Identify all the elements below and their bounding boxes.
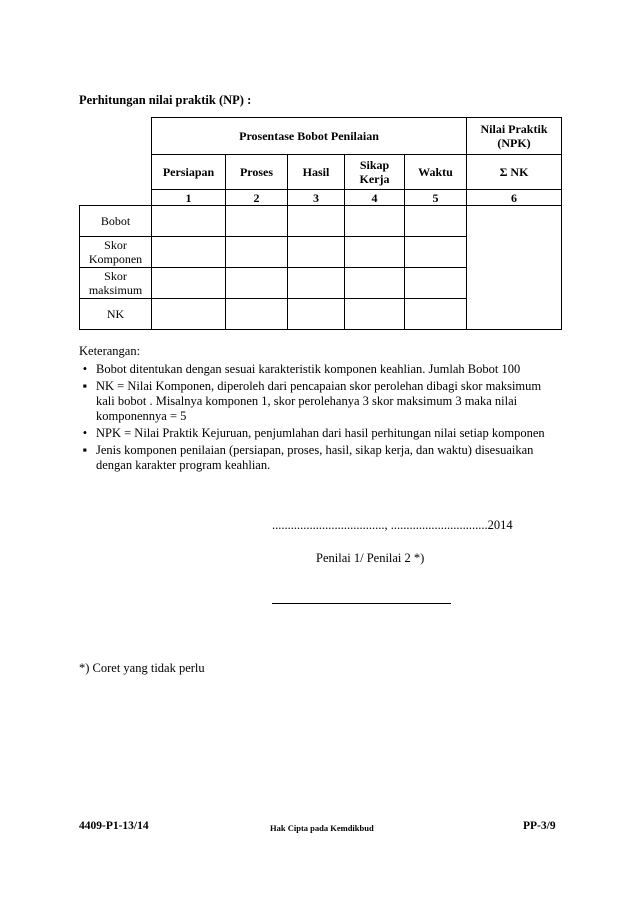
note-text: Jenis komponen penilaian (persiapan, proses, hasil, sikap kerja, dan waktu) disesuaikan dengan karakter program keahlian. [96, 443, 534, 472]
table-cell [226, 268, 288, 299]
table-cell [405, 268, 467, 299]
table-cell [288, 268, 345, 299]
table-cell [226, 237, 288, 268]
bullet-square-icon: ▪ [82, 379, 88, 393]
col-number: 6 [467, 190, 562, 206]
col-header-waktu: Waktu [405, 155, 467, 190]
number-row-corner [80, 190, 152, 206]
bullet-dot-icon: • [82, 362, 88, 376]
table-cell [405, 206, 467, 237]
table-cell [345, 237, 405, 268]
list-item [79, 426, 559, 441]
notes-list [79, 362, 559, 473]
table-cell [288, 299, 345, 330]
col-header-proses: Proses [226, 155, 288, 190]
date-line: ...................................., ...............................2014 [272, 518, 513, 532]
list-item [79, 362, 559, 377]
assessment-table [79, 117, 562, 330]
note-text: NK = Nilai Komponen, diperoleh dari pencapaian skor perolehan dibagi skor maksimum kali bobot . Misalnya komponen 1, skor perolehanya 3 skor maksimum 3 maka nilai komponennya = 5 [96, 379, 542, 423]
assessor-label: Penilai 1/ Penilai 2 *) [316, 551, 425, 565]
table-cell [152, 299, 226, 330]
row-label-nk: NK [80, 299, 152, 330]
table-cell [288, 206, 345, 237]
col-number: 1 [152, 190, 226, 206]
section-heading: Perhitungan nilai praktik (NP) : [79, 93, 252, 107]
table-cell [152, 268, 226, 299]
footnote: *) Coret yang tidak perlu [79, 661, 205, 675]
table-corner [80, 118, 152, 190]
npk-total-cell [467, 206, 562, 330]
keterangan-label: Keterangan: [79, 344, 141, 358]
signature-line [272, 603, 451, 604]
row-label-skor-komponen: Skor Komponen [80, 237, 152, 268]
row-label-bobot: Bobot [80, 206, 152, 237]
group-header: Prosentase Bobot Penilaian [152, 118, 467, 155]
footer-doc-code: 4409-P1-13/14 [79, 820, 149, 832]
col-number: 2 [226, 190, 288, 206]
note-text: NPK = Nilai Praktik Kejuruan, penjumlahan dari hasil perhitungan nilai setiap komponen [96, 426, 545, 440]
table-cell [226, 299, 288, 330]
col-number: 4 [345, 190, 405, 206]
bullet-dot-icon: • [82, 426, 88, 440]
col-header-sikap-kerja: Sikap Kerja [345, 155, 405, 190]
bullet-square-icon: ▪ [82, 443, 88, 457]
footer-copyright: Hak Cipta pada Kemdikbud [270, 823, 374, 833]
table-cell [345, 299, 405, 330]
table-cell [152, 206, 226, 237]
list-item [79, 443, 559, 473]
table-cell [226, 206, 288, 237]
table-cell [405, 237, 467, 268]
row-label-skor-maksimum: Skor maksimum [80, 268, 152, 299]
col-number: 3 [288, 190, 345, 206]
list-item [79, 379, 559, 424]
col-header-hasil: Hasil [288, 155, 345, 190]
npk-header: Nilai Praktik (NPK) [467, 118, 562, 155]
footer-page-number: PP-3/9 [523, 820, 556, 832]
table-cell [405, 299, 467, 330]
table-cell [152, 237, 226, 268]
table-cell [345, 206, 405, 237]
table-cell [345, 268, 405, 299]
col-header-persiapan: Persiapan [152, 155, 226, 190]
table-cell [288, 237, 345, 268]
table-row [80, 206, 562, 237]
note-text: Bobot ditentukan dengan sesuai karakteristik komponen keahlian. Jumlah Bobot 100 [96, 362, 521, 376]
col-header-sum-nk: Σ NK [467, 155, 562, 190]
col-number: 5 [405, 190, 467, 206]
